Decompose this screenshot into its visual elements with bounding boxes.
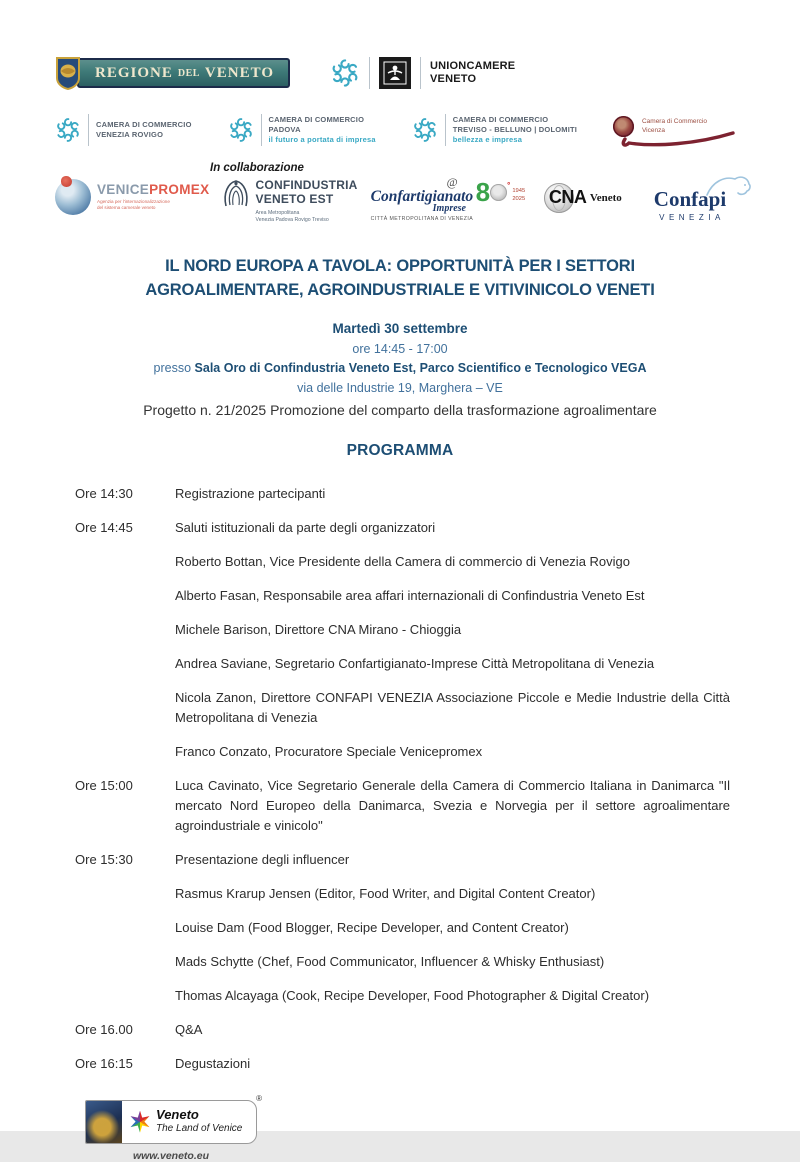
- confindustria-sub2: Venezia Padova Rovigo Treviso: [255, 217, 329, 224]
- program-time: Ore 15:30: [75, 851, 133, 867]
- camcom-line2: VENEZIA ROVIGO: [96, 130, 164, 139]
- confartigianato-imprese-logo: [370, 175, 531, 227]
- vicenza-swoosh-icon: [615, 130, 737, 148]
- regione-word-1: REGIONE: [95, 64, 173, 81]
- camcom-line2: PADOVA: [268, 125, 301, 135]
- camcom-tagline: il futuro a portata di impresa: [268, 134, 376, 144]
- unioncamere-emblem-icon: [379, 57, 411, 89]
- confindustria-eagle-icon: [223, 179, 249, 209]
- program-item: Luca Cavinato, Vice Segretario Generale della Camera di Commercio Italiana in Danimarca "Il mercato Nord Europeo della Danimarca, Svezia e Norvegia per il settore agroalimentare agroindustriale e vinicolo": [175, 777, 730, 833]
- anniversary-year-end: 2025: [512, 195, 526, 202]
- divider: [261, 114, 262, 146]
- veneto-tagline: The Land of Venice: [156, 1123, 243, 1135]
- program-item: Q&A: [175, 1021, 203, 1037]
- confartigianato-80-anniversary-badge: [475, 177, 526, 207]
- header-logos-row-1: [55, 56, 745, 90]
- confapi-brand: Confapi: [653, 187, 727, 211]
- camcom-vicenza-logo: [613, 114, 745, 137]
- program-row: [75, 742, 730, 762]
- unioncamere-veneto-logo: [330, 57, 515, 89]
- anniversary-medallion-icon: [490, 184, 507, 201]
- regione-word-3: VENETO: [204, 64, 274, 81]
- confartigianato-at-icon: @: [446, 175, 458, 189]
- program-item: Andrea Saviane, Segretario Confartigianato-Imprese Città Metropolitana di Venezia: [175, 655, 655, 671]
- event-venue-name: Sala Oro di Confindustria Veneto Est, Parco Scientifico e Tecnologico VEGA: [194, 361, 647, 376]
- programma-heading: PROGRAMMA: [346, 441, 454, 459]
- divider: [369, 57, 370, 89]
- veneto-lion-painting: [86, 1101, 122, 1143]
- camcom-line1: CAMERA DI COMMERCIO: [452, 115, 549, 125]
- program-item: Rasmus Krarup Jensen (Editor, Food Writer, and Digital Content Creator): [175, 885, 596, 901]
- camcom-treviso-belluno-logo: [412, 114, 577, 146]
- program-item: Mads Schytte (Chef, Food Communicator, Influencer & Whisky Enthusiast): [175, 953, 605, 969]
- camcom-line1: CAMERA DI COMMERCIO: [96, 120, 192, 130]
- divider: [88, 114, 89, 146]
- anniversary-year-start: 1945: [512, 188, 526, 194]
- program-row: [75, 620, 730, 640]
- program-row: [75, 1020, 730, 1040]
- event-venue-prefix: presso: [153, 361, 192, 376]
- confindustria-line1: CONFINDUSTRIA: [255, 178, 358, 192]
- anniversary-degree: °: [507, 181, 511, 190]
- event-project: Progetto n. 21/2025 Promozione del comparto della trasformazione agroalimentare: [143, 401, 657, 418]
- camcom-knot-icon: [412, 117, 438, 143]
- confartigianato-caption: CITTÀ METROPOLITANA DI VENEZIA: [370, 216, 474, 222]
- program-item: Louise Dam (Food Blogger, Recipe Developer, and Content Creator): [175, 919, 569, 935]
- event-date: Martedì 30 settembre: [332, 320, 468, 336]
- program-item: Michele Barison, Direttore CNA Mirano - Chioggia: [175, 621, 462, 637]
- event-title-line1: IL NORD EUROPA A TAVOLA: OPPORTUNITÀ PER I SETTORI: [165, 257, 635, 275]
- venicepromex-brand-2: PROMEX: [149, 181, 210, 197]
- program-row: [75, 884, 730, 904]
- program-row: [75, 776, 730, 836]
- header-logos-row-2: [55, 114, 745, 146]
- program-time: Ore 16.00: [75, 1021, 133, 1037]
- vicenza-line1: Camera di Commercio: [641, 117, 707, 125]
- program-item: Presentazione degli influencer: [175, 851, 350, 867]
- event-meta: [55, 319, 745, 422]
- program-item: Saluti istituzionali da parte degli organizzatori: [175, 519, 436, 535]
- unioncamere-label-line2: VENETO: [430, 73, 477, 85]
- divider: [445, 114, 446, 146]
- event-title: [55, 255, 745, 303]
- divider: [420, 57, 421, 89]
- program-time: [75, 586, 175, 606]
- event-title-line2: AGROALIMENTARE, AGROINDUSTRIALE E VITIVINICOLO VENETI: [145, 280, 655, 299]
- regione-veneto-crest-icon: [55, 56, 81, 90]
- program-item: Thomas Alcayaga (Cook, Recipe Developer, Food Photographer & Digital Creator): [175, 987, 650, 1003]
- confartigianato-imprese-word: Imprese: [432, 203, 466, 214]
- program-item: Roberto Bottan, Vice Presidente della Camera di commercio di Venezia Rovigo: [175, 553, 630, 569]
- program-row: [75, 484, 730, 504]
- camcom-tagline: bellezza e impresa: [452, 134, 523, 144]
- event-time: ore 14:45 - 17:00: [352, 341, 448, 356]
- anniversary-digit: 8: [475, 177, 491, 207]
- camcom-venezia-rovigo-logo: [55, 114, 192, 146]
- confapi-venezia-logo: [635, 181, 745, 222]
- program-time: [75, 918, 175, 938]
- confindustria-sub1: Area Metropolitana: [255, 209, 300, 216]
- program-time: [75, 688, 175, 728]
- program-row: [75, 552, 730, 572]
- program-row: [75, 654, 730, 674]
- regione-word-2: DEL: [177, 67, 200, 79]
- program-row: [75, 918, 730, 938]
- regione-veneto-logo: [55, 56, 290, 90]
- program-row: [75, 850, 730, 870]
- venicepromex-tagline-2: del sistema camerale veneto: [97, 205, 156, 210]
- program-time: [75, 986, 175, 1006]
- camcom-knot-icon: [228, 117, 254, 143]
- program-time: [75, 952, 175, 972]
- program-row: [75, 1054, 730, 1074]
- confartigianato-script: Confartigianato: [370, 188, 474, 205]
- collaboration-label: In collaborazione: [210, 162, 304, 174]
- cna-veneto-logo: [544, 183, 622, 213]
- program-item: Franco Conzato, Procuratore Speciale Venicepromex: [175, 743, 483, 759]
- veneto-land-of-venice-logo: [85, 1093, 262, 1144]
- program-item: Degustazioni: [175, 1055, 251, 1071]
- program-time: [75, 884, 175, 904]
- program-time: Ore 14:30: [75, 485, 133, 501]
- confapi-lion-icon: [705, 173, 753, 199]
- veneto-star-icon: [129, 1111, 151, 1133]
- confapi-city: VENEZIA: [659, 213, 725, 222]
- program-time: Ore 15:00: [75, 777, 133, 793]
- confindustria-veneto-est-logo: [223, 179, 358, 225]
- program-row: [75, 952, 730, 972]
- veneto-brand: Veneto: [156, 1107, 199, 1123]
- unioncamere-label-line1: UNIONCAMERE: [430, 59, 516, 72]
- footer: [85, 1093, 275, 1162]
- veneto-website-url: www.veneto.eu: [132, 1149, 210, 1162]
- camcom-padova-logo: [228, 114, 376, 146]
- registered-mark: ®: [256, 1093, 262, 1103]
- camcom-line1: CAMERA DI COMMERCIO: [268, 115, 365, 125]
- program-time: [75, 620, 175, 640]
- venicepromex-logo: [55, 179, 209, 215]
- vicenza-line2: Vicenza: [641, 126, 665, 134]
- program-time: Ore 14:45: [75, 519, 133, 535]
- program-item: Nicola Zanon, Direttore CONFAPI VENEZIA Associazione Piccole e Medie Industrie della Città Metropolitana di Venezia: [175, 689, 730, 725]
- program-time: [75, 552, 175, 572]
- confindustria-line2: VENETO EST: [255, 191, 334, 206]
- program-row: [75, 586, 730, 606]
- program-time: [75, 654, 175, 674]
- camcom-line2: TREVISO - BELLUNO | DOLOMITI: [452, 125, 578, 135]
- program-schedule: [55, 484, 745, 1074]
- program-time: [75, 742, 175, 762]
- venicepromex-globe-icon: [55, 179, 91, 215]
- program-item: Alberto Fasan, Responsabile area affari internazionali di Confindustria Veneto Est: [175, 587, 645, 603]
- program-row: [75, 518, 730, 538]
- header-logos-row-3: [55, 175, 745, 229]
- program-item: Registrazione partecipanti: [175, 485, 326, 501]
- program-time: Ore 16:15: [75, 1055, 133, 1071]
- program-row: [75, 688, 730, 728]
- camcom-knot-icon: [55, 117, 81, 143]
- venicepromex-brand-1: VENICE: [97, 181, 150, 197]
- regione-veneto-banner: [77, 58, 290, 88]
- cna-region: Veneto: [589, 192, 622, 204]
- event-venue: [55, 359, 745, 378]
- program-row: [75, 986, 730, 1006]
- cna-brand: CNA: [548, 187, 587, 207]
- event-address: via delle Industrie 19, Marghera – VE: [297, 380, 503, 395]
- venicepromex-tagline-1: Agenzia per l'internazionalizzazione: [97, 198, 170, 204]
- camcom-knot-icon: [330, 58, 360, 88]
